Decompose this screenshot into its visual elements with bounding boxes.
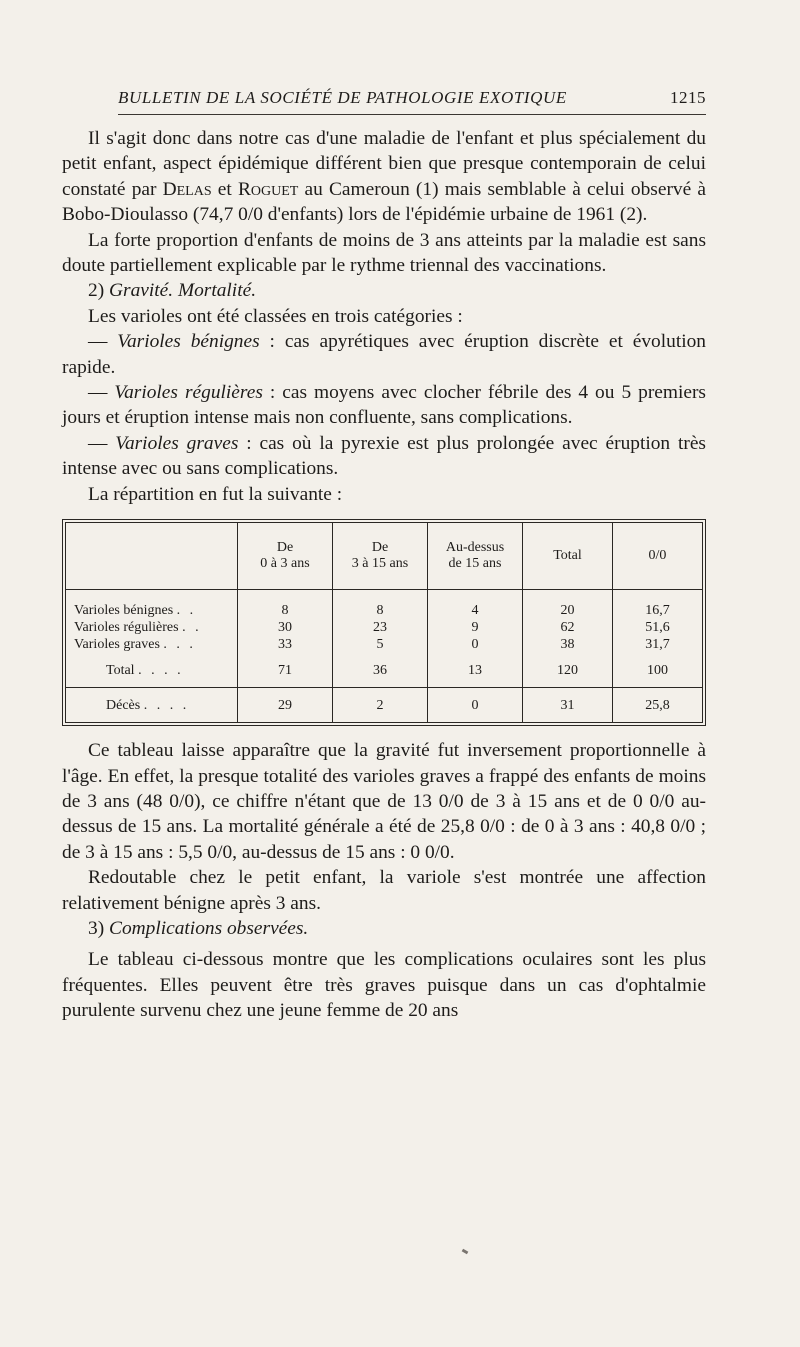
col-header-percent: 0/0 — [613, 523, 703, 590]
section-3-title: Complications observées. — [109, 917, 309, 939]
col-header-over-15: Au-dessus de 15 ans — [428, 523, 523, 590]
page-number: 1215 — [670, 88, 706, 107]
table-row-deaths — [66, 688, 703, 723]
cell: 120 — [523, 653, 613, 688]
cat2-dash: — — [88, 382, 115, 404]
category-regular — [62, 380, 706, 431]
cell: 33 — [238, 636, 333, 653]
p1-text-c: au Cameroun (1) mais semblable à celui observé à Bobo-Dioulasso (74,7 0/0 d'enfants) lors de l'épidémie urbaine de 1961 (2). — [62, 178, 706, 226]
paragraph-5: Ce tableau laisse apparaître que la gravité fut inversement proportionnelle à l'âge. En effet, la presque totalité des varioles graves a frappé des enfants de moins de 3 ans (48 0/0), ce chiffre n'étant que de 13 0/0 de 3 à 15 ans et de 0 0/0 au-dessus de 15 ans. La mortalité générale a été de 25,8 0/0 : de 0 à 3 ans : 40,8 0/0 ; de 3 à 15 ans : 5,5 0/0, au-dessus de 15 ans : 0 0/0. — [62, 740, 706, 863]
cell: 0 — [428, 688, 523, 723]
category-benign — [62, 329, 706, 380]
cell: 71 — [238, 653, 333, 688]
section-2-number: 2) — [88, 280, 110, 302]
author-roguet: Roguet — [237, 178, 299, 200]
cat2-desc: cas moyens avec clocher fébrile des 4 ou 5 premiers jours et éruption intense mais non confluente, sans complications. — [62, 382, 706, 429]
cat1-dash: — — [88, 331, 118, 353]
cell: 100 — [613, 653, 703, 688]
cell: 13 — [428, 653, 523, 688]
table-row — [66, 602, 703, 619]
col-header-3-15: De 3 à 15 ans — [333, 523, 428, 590]
paragraph-6: Redoutable chez le petit enfant, la variole s'est montrée une affection relativement bénigne après 3 ans. — [62, 867, 706, 914]
cat1-name: Varioles bénignes — [117, 331, 260, 353]
category-severe — [62, 431, 706, 482]
cell: 31 — [523, 688, 613, 723]
cell: 2 — [333, 688, 428, 723]
cat1-sep: : — [259, 331, 285, 353]
p1-text-b: et — [211, 178, 238, 200]
cell: 5 — [333, 636, 428, 653]
row-label: Varioles bénignes . . — [74, 603, 197, 619]
cell: 16,7 — [613, 602, 703, 619]
cat2-sep: : — [262, 382, 283, 404]
cell: 29 — [238, 688, 333, 723]
cat3-sep: : — [238, 432, 260, 454]
row-label: Varioles régulières . . — [74, 620, 202, 636]
cell: 51,6 — [613, 619, 703, 636]
cell: 0 — [428, 636, 523, 653]
table-row-total — [66, 653, 703, 688]
ink-speck — [462, 1249, 469, 1255]
row-label: Total . . . . — [106, 662, 184, 678]
paragraph-4: La répartition en fut la suivante : — [88, 483, 343, 505]
cell: 4 — [428, 602, 523, 619]
cell: 25,8 — [613, 688, 703, 723]
cat1-desc: cas apyrétiques avec éruption discrète et évolution rapide. — [62, 331, 706, 378]
cell: 20 — [523, 602, 613, 619]
col-header-0-3: De 0 à 3 ans — [238, 523, 333, 590]
paragraph-1 — [62, 126, 706, 228]
table-row — [66, 636, 703, 653]
row-label: Varioles graves . . . — [74, 637, 196, 653]
cell: 36 — [333, 653, 428, 688]
cell: 31,7 — [613, 636, 703, 653]
page-body — [62, 126, 706, 1024]
cell: 62 — [523, 619, 613, 636]
author-delas: Delas — [162, 178, 212, 200]
journal-title: BULLETIN DE LA SOCIÉTÉ DE PATHOLOGIE EXOTIQUE — [118, 88, 567, 107]
table-frame — [62, 519, 706, 726]
row-label: Décès . . . . — [66, 688, 238, 723]
cat3-desc: cas où la pyrexie est plus prolongée avec éruption très intense avec ou sans complications. — [62, 432, 706, 480]
paragraph-3: Les varioles ont été classées en trois catégories : — [88, 305, 463, 327]
table-row — [66, 619, 703, 636]
section-2-heading — [62, 278, 706, 303]
cat2-name: Varioles régulières — [114, 382, 263, 404]
cell: 30 — [238, 619, 333, 636]
section-2-title: Gravité. Mortalité. — [109, 280, 257, 302]
cell: 8 — [333, 602, 428, 619]
cell: 8 — [238, 602, 333, 619]
running-header — [118, 88, 706, 115]
cell: 38 — [523, 636, 613, 653]
cat3-dash: — — [88, 432, 116, 454]
cat3-name: Varioles graves — [115, 432, 239, 454]
cell: 23 — [333, 619, 428, 636]
table-corner — [66, 523, 238, 590]
paragraph-2: La forte proportion d'enfants de moins de 3 ans atteints par la maladie est sans doute partiellement explicable par le rythme triennal des vaccinations. — [62, 229, 706, 277]
p1-text-a: Il s'agit donc dans notre cas d'une maladie de l'enfant et plus spécialement du petit enfant, aspect épidémique différent bien que presque contemporain de celui constaté par — [62, 128, 706, 200]
smallpox-table — [65, 522, 703, 723]
paragraph-7: Le tableau ci-dessous montre que les complications oculaires sont les plus fréquentes. Elles peuvent être très graves puisque dans un cas d'ophtalmie purulente survenu chez une jeune femme de 20 ans — [62, 949, 706, 1022]
section-3-number: 3) — [88, 917, 110, 939]
col-header-total: Total — [523, 523, 613, 590]
cell: 9 — [428, 619, 523, 636]
section-3-heading — [62, 916, 706, 941]
